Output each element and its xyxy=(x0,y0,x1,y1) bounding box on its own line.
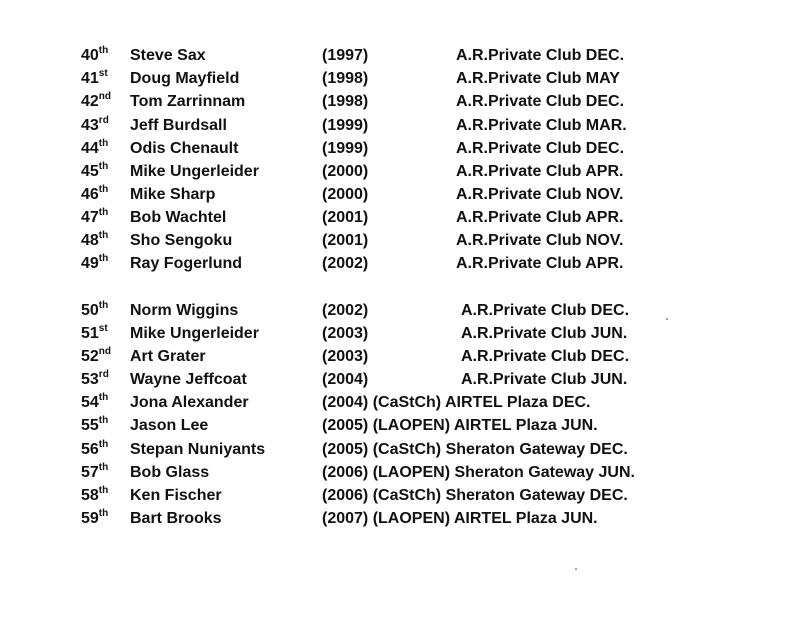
ordinal xyxy=(81,391,108,414)
player-name: Wayne Jeffcoat xyxy=(130,371,247,388)
ordinal-suffix: th xyxy=(98,137,109,149)
list-item xyxy=(0,137,800,160)
list-item xyxy=(0,229,800,252)
list-item xyxy=(0,368,800,391)
ordinal xyxy=(81,114,109,137)
list-item xyxy=(0,160,800,183)
ordinal xyxy=(81,322,108,345)
list-item xyxy=(0,44,800,67)
year: (2003) xyxy=(322,348,369,365)
ordinal-suffix: rd xyxy=(98,368,109,380)
year: (2005) (CaStCh) Sheraton Gateway DEC. xyxy=(322,441,628,458)
ordinal-suffix: nd xyxy=(98,90,112,102)
ordinal xyxy=(81,345,111,368)
ordinal-suffix: th xyxy=(98,414,109,426)
ordinal-number: 46 xyxy=(81,186,99,203)
ordinal xyxy=(81,90,111,113)
ordinal-number: 44 xyxy=(81,140,99,157)
venue: A.R.Private Club NOV. xyxy=(456,232,624,249)
player-name: Ray Fogerlund xyxy=(130,255,243,272)
list-item xyxy=(0,322,800,345)
venue: A.R.Private Club JUN. xyxy=(461,325,628,342)
year: (2000) xyxy=(322,186,369,203)
ordinal-number: 50 xyxy=(81,302,99,319)
venue: A.R.Private Club DEC. xyxy=(461,348,630,365)
venue: A.R.Private Club APR. xyxy=(456,163,624,180)
ordinal xyxy=(81,461,108,484)
ordinal xyxy=(81,137,108,160)
player-name: Jona Alexander xyxy=(130,394,249,411)
year: (2006) (LAOPEN) Sheraton Gateway JUN. xyxy=(322,464,635,481)
ordinal-number: 47 xyxy=(81,209,99,226)
ordinal-number: 59 xyxy=(81,510,99,527)
player-name: Art Grater xyxy=(130,348,206,365)
list-item xyxy=(0,183,800,206)
player-name: Doug Mayfield xyxy=(130,70,240,87)
list-item xyxy=(0,461,800,484)
ordinal-suffix: th xyxy=(98,160,109,172)
player-name: Mike Ungerleider xyxy=(130,163,259,180)
ordinal xyxy=(81,438,108,461)
ordinal-suffix: st xyxy=(98,67,108,79)
year: (2007) (LAOPEN) AIRTEL Plaza JUN. xyxy=(322,510,598,527)
ordinal-suffix: th xyxy=(98,183,109,195)
ordinal-number: 43 xyxy=(81,117,99,134)
list-item xyxy=(0,67,800,90)
ordinal-number: 54 xyxy=(81,394,99,411)
ordinal-suffix: st xyxy=(98,322,108,334)
venue: A.R.Private Club APR. xyxy=(456,209,624,226)
year: (2004) (CaStCh) AIRTEL Plaza DEC. xyxy=(322,394,591,411)
year: (1999) xyxy=(322,117,369,134)
ordinal-number: 55 xyxy=(81,417,99,434)
ordinal-number: 58 xyxy=(81,487,99,504)
list-item xyxy=(0,438,800,461)
player-name: Jeff Burdsall xyxy=(130,117,227,134)
venue: A.R.Private Club JUN. xyxy=(461,371,628,388)
ordinal xyxy=(81,414,108,437)
ordinal-number: 51 xyxy=(81,325,99,342)
ordinal xyxy=(81,183,108,206)
ordinal-number: 42 xyxy=(81,93,99,110)
list-item xyxy=(0,252,800,275)
year: (2005) (LAOPEN) AIRTEL Plaza JUN. xyxy=(322,417,598,434)
ordinal-suffix: th xyxy=(98,252,109,264)
ordinal-suffix: th xyxy=(98,438,109,450)
player-name: Mike Sharp xyxy=(130,186,216,203)
player-name: Bob Wachtel xyxy=(130,209,227,226)
year: (2006) (CaStCh) Sheraton Gateway DEC. xyxy=(322,487,628,504)
year: (1998) xyxy=(322,70,369,87)
ordinal-suffix: rd xyxy=(98,114,109,126)
ordinal-suffix: th xyxy=(98,44,109,56)
list-item xyxy=(0,345,800,368)
player-name: Sho Sengoku xyxy=(130,232,233,249)
list-item xyxy=(0,414,800,437)
player-name: Bart Brooks xyxy=(130,510,222,527)
ordinal xyxy=(81,507,108,530)
ordinal xyxy=(81,368,109,391)
ordinal-number: 48 xyxy=(81,232,99,249)
list-item xyxy=(0,484,800,507)
list-item xyxy=(0,90,800,113)
ordinal xyxy=(81,160,108,183)
ordinal xyxy=(81,67,108,90)
year: (1997) xyxy=(322,47,369,64)
year: (1999) xyxy=(322,140,369,157)
venue: A.R.Private Club APR. xyxy=(456,255,624,272)
ordinal-number: 45 xyxy=(81,163,99,180)
venue: A.R.Private Club MAR. xyxy=(456,117,627,134)
player-name: Tom Zarrinnam xyxy=(130,93,246,110)
ordinal xyxy=(81,299,108,322)
player-name: Jason Lee xyxy=(130,417,209,434)
year: (2001) xyxy=(322,232,369,249)
ordinal xyxy=(81,229,108,252)
year: (2001) xyxy=(322,209,369,226)
scan-speck xyxy=(575,568,577,570)
ordinal-suffix: th xyxy=(98,229,109,241)
venue: A.R.Private Club NOV. xyxy=(456,186,624,203)
year: (2003) xyxy=(322,325,369,342)
ordinal xyxy=(81,252,108,275)
venue: A.R.Private Club DEC. xyxy=(456,47,625,64)
ordinal-number: 56 xyxy=(81,441,99,458)
year: (1998) xyxy=(322,93,369,110)
player-name: Odis Chenault xyxy=(130,140,239,157)
ordinal-suffix: th xyxy=(98,299,109,311)
ordinal-number: 40 xyxy=(81,47,99,64)
player-name: Mike Ungerleider xyxy=(130,325,259,342)
ordinal-number: 52 xyxy=(81,348,99,365)
year: (2000) xyxy=(322,163,369,180)
venue: A.R.Private Club DEC. xyxy=(461,302,630,319)
ordinal-number: 57 xyxy=(81,464,99,481)
list-item xyxy=(0,391,800,414)
ordinal xyxy=(81,484,108,507)
scan-speck xyxy=(666,318,668,320)
list-item xyxy=(0,507,800,530)
venue: A.R.Private Club DEC. xyxy=(456,93,625,110)
ordinal-suffix: th xyxy=(98,461,109,473)
player-name: Steve Sax xyxy=(130,47,206,64)
list-item xyxy=(0,299,800,322)
list-item xyxy=(0,206,800,229)
ordinal xyxy=(81,44,108,67)
year: (2004) xyxy=(322,371,369,388)
venue: A.R.Private Club DEC. xyxy=(456,140,625,157)
ordinal-number: 53 xyxy=(81,371,99,388)
ordinal-number: 49 xyxy=(81,255,99,272)
year: (2002) xyxy=(322,255,369,272)
ordinal-suffix: th xyxy=(98,484,109,496)
venue: A.R.Private Club MAY xyxy=(456,70,620,87)
list-item xyxy=(0,114,800,137)
player-name: Norm Wiggins xyxy=(130,302,239,319)
player-name: Bob Glass xyxy=(130,464,210,481)
ordinal-suffix: th xyxy=(98,391,109,403)
player-name: Stepan Nuniyants xyxy=(130,441,266,458)
ordinal-suffix: th xyxy=(98,507,109,519)
year: (2002) xyxy=(322,302,369,319)
ordinal-suffix: th xyxy=(98,206,109,218)
player-name: Ken Fischer xyxy=(130,487,222,504)
ordinal-suffix: nd xyxy=(98,345,112,357)
ordinal xyxy=(81,206,108,229)
ordinal-number: 41 xyxy=(81,70,99,87)
